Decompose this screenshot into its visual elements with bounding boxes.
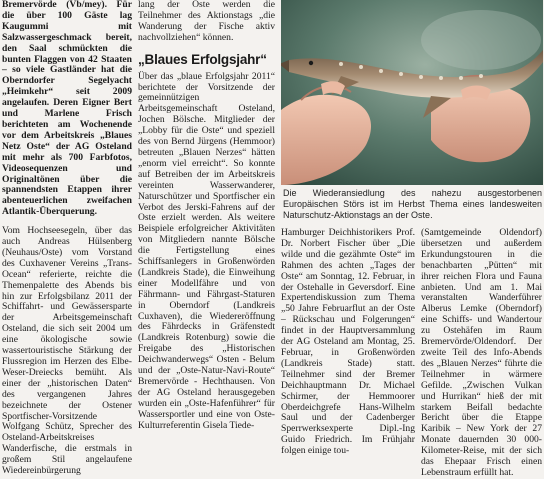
article-body-col1: Vom Hochseesegeln, über das auch Andreas Hülsenberg (Neuhaus/Oste) vom Vorstand des Cuxhavener Vereins „Trans-Ocean“ referierte, reichte die Themenpalette des Abends bis hin zur Erfolgsbilanz 2011 der Schiffahrt- und Gewässersparte der Arbeitsgemeinschaft Osteland, die sich seit 2004 um eine ökologische sowie wassertouristische Stärkung der Flussregion im Herzen des Elbe-Weser-Dreiecks bemüht. Als einer der „historischen Daten“ des vergangenen Jahres bezeichnete der Ostener Sportfischer-Vorsitzende Wolfgang Schütz, Sprecher des Osteland-Arbeitskreises Wanderfische, die erstmals in großem Stil angelaufene Wiedereinbürgerung — [2, 225, 132, 477]
article-body-col2: Über das „blaue Erfolgsjahr 2011“ berichtete der Vorsitzende der gemeinnützigen Arbeitsgemeinschaft Osteland, Jochen Bölsche. Mitglieder der „Lobby für die Oste“ und speziell des von Bernd Jürgens (Hemmoor) betreuten „Blauen Nerzes“ hätten „enorm viel erreicht“. So konnte auf Betreiben der im Arbeitskreis vereinten Wasserwanderer, Naturschützer und Sportfischer ein Verbot des Jerski-Fahrens auf der Oste erzielt werden. Als weitere Beispiele erfolgreicher Aktivitäten von Mitgliedern nannte Bölsche die Fertigstellung eines Schiffsanlegers in Großenwörden (Landkreis Stade), die Einweihung einer Modellfähre und von Fährmann- und Fährgast-Staturen in Oberndorf (Landkreis Cuxhaven), die Wiedereröffnung des Fährdecks in Gräfenstedt (Landkreis Rotenburg) sowie die Freigabe des „Historischen Deichwanderwegs“ Osten - Belum und der „Oste-Natur-Navi-Route“ Bremervörde - Hechthausen. Von der AG Osteland herausgegeben wurden ein „Oste-Hafenführer“ für Wassersportler und eine von Oste-Kulturreferentin Gisela Tiede- — [138, 70, 275, 431]
photo-caption: Die Wiederansiedlung des nahezu ausgestorbenen Europäischen Störs ist im Herbst Thema eines landesweiten Naturschutz-Aktionstags an der Oste. — [283, 188, 542, 220]
article-column-4 — [421, 228, 542, 479]
article-body-col4: (Samtgemeinde Oldendorf) übersetzen und außerdem Erkundungstouren in die benachbarten „Pütten“ mit ihrer reichen Flora und Fauna anbieten. Und am 1. Mai veranstalten Wanderführer Alberus Lemke (Oberndorf) eine Schiffs- und Wandertour zu Ostehäfen im Raum Bremervörde/Oldendorf. Der zweite Teil des Info-Abends des „Blauen Nerzes“ führte die Teilnehmer in wärmere Gefilde. „Zwischen Vulkan und Hurrikan“ hieß der mit starkem Beifall bedachte Bericht über die Etappe Karibik – New York der 27 Monate dauernden 30 000-Kilometer-Reise, mit der sich das Ehepaar Frisch einen Lebenstraum erfüllt hat. — [421, 227, 542, 478]
article-column-3 — [281, 228, 415, 457]
article-lead: Bremervörde (Vb/mey). Für die über 100 Gäste lag Kaugummi mit Salzwassergeschmack bereit, den Saal schmückten die bunten Flaggen von 42 Staaten – so viele Gastländer hat die Oberndorfer Segelyacht „Heimkehr“ seit 2009 angelaufen. Deren Eigner Bert und Marlene Frisch berichteten am Wochenende vor dem Arbeitskreis „Blaues Netz Oste“ der AG Osteland mit mehr als 700 Farbfotos, Videosequenzen und Originaltönen über die spannendsten Etappen ihrer abenteuerlichen zweifachen Atlantik-Überquerung. — [2, 0, 132, 218]
sturgeon-photo — [281, 0, 543, 185]
article-body-col2-top: lang der Oste werden die Teilnehmer des Aktionstags „die Wanderung der Fische aktiv nachvollziehen“ können. — [138, 0, 275, 43]
article-body-col3: Hamburger Deichhistorikers Prof. Dr. Norbert Fischer über „Die wilde und die gezähmte Oste“ im Rahmen des achten „Tages der Oste“ am Sonntag, 12. Februar, in der Ostehalle in Geversdorf. Eine Expertendiskussion zum Thema „50 Jahre Februarflut an der Oste – Rückschau und Folgerungen“ findet in der Hauptversammlung der AG Osteland am Montag, 25. Februar, in Großenwörden (Landkreis Stade) statt. Teilnehmer sind der Bremer Deichhauptmann Dr. Michael Schirmer, der Hemmoorer Oberdeichgrefe Hans-Wilhelm Saul und der Cadenberger Sperrwerksexperte Dipl.-Ing Guido Friedrich. Im Frühjahr folgen einige tou- — [281, 227, 415, 457]
article-column-1 — [2, 0, 132, 477]
section-heading: „Blaues Erfolgsjahr“ — [138, 51, 267, 67]
article-column-2 — [138, 0, 275, 432]
